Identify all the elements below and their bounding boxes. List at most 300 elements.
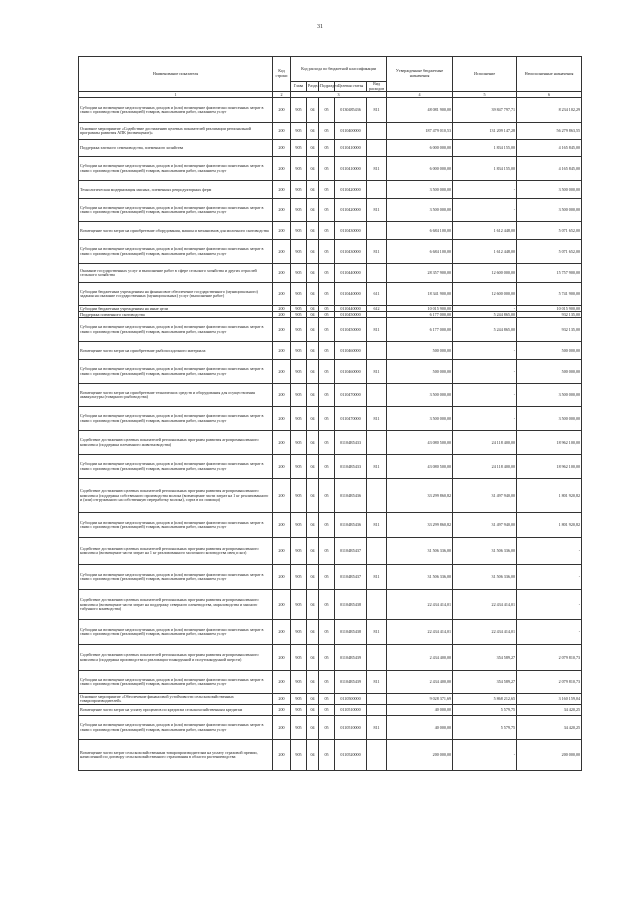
row-podrazdel: 05 [319, 565, 335, 590]
row-target: 01104R5439 [335, 645, 367, 671]
table-row [79, 740, 582, 771]
row-razdel: 04 [307, 140, 319, 157]
row-line-code: 200 [273, 318, 291, 342]
row-target: 0110410000 [335, 157, 367, 181]
row-podrazdel: 05 [319, 222, 335, 240]
table-row [79, 384, 582, 407]
row-line-code: 200 [273, 513, 291, 538]
row-approved: 40 000,00 [387, 705, 453, 716]
row-name: Возмещение части затрат на уплату процентов по кредитам сельскохозяйственным кредитам [79, 705, 273, 716]
row-podrazdel: 05 [319, 716, 335, 740]
row-name: Субсидии на возмещение недополученных доходов и (или) возмещение фактически понесенных затрат в связи с производством (реализацией) товаров, выполнением работ, оказанием услуг [79, 565, 273, 590]
row-podrazdel: 05 [319, 283, 335, 306]
row-approved: 187 479 010,53 [387, 123, 453, 140]
row-podrazdel: 05 [319, 694, 335, 705]
row-glava: 905 [291, 140, 307, 157]
row-name: Субсидии на возмещение недополученных доходов и (или) возмещение фактически понесенных затрат в связи с производством (реализацией) товаров, выполнением работ, оказанием услуг [79, 455, 273, 479]
row-razdel: 04 [307, 222, 319, 240]
table-row [79, 342, 582, 360]
row-executed: 5 579,75 [453, 716, 517, 740]
row-target: 0110440000 [335, 264, 367, 283]
row-target: 01104R5438 [335, 620, 367, 645]
row-glava: 905 [291, 671, 307, 694]
row-name: Содействие достижению целевых показателей региональных программ развития агропромышленного комплекса (возмещение части затрат на 1 кг реализованного молочного козоводства овец и коз) [79, 538, 273, 565]
row-glava: 905 [291, 590, 307, 620]
row-name: Субсидии бюджетным учреждениям на финансовое обеспечение государственного (муниципального) задания на оказание государственных (муниципальных) услуг (выполнение работ) [79, 283, 273, 306]
row-line-code: 200 [273, 283, 291, 306]
row-line-code: 200 [273, 407, 291, 431]
row-line-code: 200 [273, 590, 291, 620]
row-razdel: 04 [307, 264, 319, 283]
row-target: 01104R5433 [335, 455, 367, 479]
row-unexecuted: 3 500 000,00 [517, 181, 582, 199]
row-unexecuted: 8 234 102,29 [517, 98, 582, 123]
row-target: 0110470000 [335, 407, 367, 431]
row-name: Субсидии на возмещение недополученных доходов и (или) возмещение фактически понесенных затрат в связи с производством (реализацией) товаров, выполнением работ, оказанием услуг [79, 407, 273, 431]
row-podrazdel: 05 [319, 590, 335, 620]
row-approved: 48 081 900,00 [387, 98, 453, 123]
row-glava: 905 [291, 157, 307, 181]
row-name: Субсидии на возмещение недополученных доходов и (или) возмещение фактически понесенных затрат в связи с производством (реализацией) товаров, выполнением работ, оказанием услуг [79, 240, 273, 264]
row-expense-type: 811 [367, 620, 387, 645]
row-approved: 6 684 100,00 [387, 240, 453, 264]
row-approved: 33 299 860,82 [387, 513, 453, 538]
row-expense-type [367, 694, 387, 705]
row-approved: 43 080 500,00 [387, 431, 453, 455]
row-glava: 905 [291, 455, 307, 479]
row-approved: 3 500 000,00 [387, 384, 453, 407]
row-line-code: 200 [273, 181, 291, 199]
row-line-code: 200 [273, 645, 291, 671]
header-razdel: Раздел [307, 82, 319, 92]
row-podrazdel: 05 [319, 264, 335, 283]
row-executed: 354 589,27 [453, 645, 517, 671]
row-expense-type: 611 [367, 283, 387, 306]
row-approved: 3 500 000,00 [387, 181, 453, 199]
row-podrazdel: 05 [319, 306, 335, 312]
row-target: 0110500000 [335, 694, 367, 705]
row-target: 0110440000 [335, 283, 367, 306]
header-expense-type: Вид расходов [367, 82, 387, 92]
row-unexecuted: 5 071 652,00 [517, 240, 582, 264]
row-executed: 31 497 940,00 [453, 479, 517, 513]
row-executed: 131 209 147,28 [453, 123, 517, 140]
row-razdel: 04 [307, 620, 319, 645]
row-executed: 5 868 212,65 [453, 694, 517, 705]
row-unexecuted: 2 079 810,73 [517, 671, 582, 694]
row-unexecuted: 56 279 863,55 [517, 123, 582, 140]
row-expense-type: 811 [367, 455, 387, 479]
row-approved: 6 177 000,00 [387, 318, 453, 342]
row-unexecuted: 34 420,25 [517, 716, 582, 740]
table-row [79, 620, 582, 645]
row-unexecuted: 3 500 000,00 [517, 199, 582, 222]
row-target: 01104R5439 [335, 671, 367, 694]
row-razdel: 04 [307, 479, 319, 513]
row-podrazdel: 05 [319, 360, 335, 384]
row-expense-type: 612 [367, 306, 387, 312]
row-executed: 12 600 000,00 [453, 264, 517, 283]
row-target: 0110430000 [335, 240, 367, 264]
row-unexecuted: - [517, 620, 582, 645]
row-line-code: 200 [273, 140, 291, 157]
row-line-code: 200 [273, 264, 291, 283]
table-row [79, 123, 582, 140]
row-unexecuted: 1 801 920,82 [517, 513, 582, 538]
row-target: 0110440000 [335, 306, 367, 312]
row-target: 0110410000 [335, 140, 367, 157]
row-expense-type: 811 [367, 199, 387, 222]
row-podrazdel: 05 [319, 620, 335, 645]
table-row [79, 98, 582, 123]
table-row [79, 407, 582, 431]
row-glava: 905 [291, 479, 307, 513]
row-line-code: 200 [273, 740, 291, 771]
row-executed: 24 118 400,00 [453, 455, 517, 479]
row-executed: 24 118 400,00 [453, 431, 517, 455]
row-name: Субсидии на возмещение недополученных доходов и (или) возмещение фактически понесенных затрат в связи с производством (реализацией) товаров, выполнением работ, оказанием услуг [79, 199, 273, 222]
table-row [79, 716, 582, 740]
row-podrazdel: 05 [319, 157, 335, 181]
row-line-code: 200 [273, 360, 291, 384]
row-glava: 905 [291, 283, 307, 306]
row-unexecuted: 34 420,25 [517, 705, 582, 716]
row-glava: 905 [291, 565, 307, 590]
row-razdel: 04 [307, 123, 319, 140]
row-unexecuted: 3 500 000,00 [517, 384, 582, 407]
row-name: Возмещение части затрат сельскохозяйственным товаропроизводителям на уплату страховой премии, начисленной по договору сельскохозяйственного страхования в области растениеводства [79, 740, 273, 771]
row-line-code: 200 [273, 240, 291, 264]
row-line-code: 200 [273, 694, 291, 705]
row-expense-type [367, 705, 387, 716]
row-unexecuted: 4 165 845,00 [517, 157, 582, 181]
row-glava: 905 [291, 360, 307, 384]
row-glava: 905 [291, 645, 307, 671]
row-approved: 31 506 336,00 [387, 565, 453, 590]
row-razdel: 04 [307, 645, 319, 671]
table-row [79, 455, 582, 479]
row-approved: 43 080 500,00 [387, 455, 453, 479]
row-podrazdel: 05 [319, 199, 335, 222]
row-podrazdel: 05 [319, 407, 335, 431]
row-expense-type [367, 384, 387, 407]
row-podrazdel: 05 [319, 240, 335, 264]
row-unexecuted: - [517, 565, 582, 590]
row-glava: 905 [291, 98, 307, 123]
row-expense-type [367, 123, 387, 140]
row-expense-type: 811 [367, 157, 387, 181]
row-glava: 905 [291, 123, 307, 140]
row-line-code: 200 [273, 620, 291, 645]
row-name: Субсидии бюджетным учреждениям на иные цели [79, 306, 273, 312]
table-row [79, 538, 582, 565]
row-executed: 1 834 155,00 [453, 140, 517, 157]
row-executed: 39 847 797,71 [453, 98, 517, 123]
row-approved: 18 341 900,00 [387, 283, 453, 306]
row-podrazdel: 05 [319, 181, 335, 199]
row-target: 0110510000 [335, 716, 367, 740]
column-index: 3 [291, 92, 387, 98]
row-executed: - [453, 342, 517, 360]
row-target: 01104R5437 [335, 538, 367, 565]
row-glava: 905 [291, 181, 307, 199]
table-row [79, 694, 582, 705]
row-expense-type [367, 538, 387, 565]
row-expense-type [367, 140, 387, 157]
row-podrazdel: 05 [319, 513, 335, 538]
row-unexecuted: 15 757 900,00 [517, 264, 582, 283]
row-podrazdel: 05 [319, 671, 335, 694]
row-glava: 905 [291, 694, 307, 705]
row-line-code: 200 [273, 671, 291, 694]
row-line-code: 200 [273, 312, 291, 318]
row-razdel: 04 [307, 565, 319, 590]
row-razdel: 04 [307, 538, 319, 565]
row-razdel: 04 [307, 384, 319, 407]
header-podrazdel: Подраздел [319, 82, 335, 92]
row-razdel: 04 [307, 705, 319, 716]
row-glava: 905 [291, 384, 307, 407]
row-razdel: 04 [307, 98, 319, 123]
row-name: Содействие достижению целевых показателей региональных программ развития агропромышленного комплекса (поддержка производства и реализации тонкорунной и полутонкорунной шерсти) [79, 645, 273, 671]
row-glava: 905 [291, 538, 307, 565]
row-unexecuted: - [517, 538, 582, 565]
row-executed: 5 244 865,00 [453, 312, 517, 318]
table-row [79, 240, 582, 264]
row-approved: 6 000 000,00 [387, 157, 453, 181]
row-name: Субсидии на возмещение недополученных доходов и (или) возмещение фактически понесенных затрат в связи с производством (реализацией) товаров, выполнением работ, оказанием услуг [79, 716, 273, 740]
row-name: Субсидии на возмещение недополученных доходов и (или) возмещение фактически понесенных затрат в связи с производством (реализацией) товаров, выполнением работ, оказанием услуг [79, 98, 273, 123]
column-index: 1 [79, 92, 273, 98]
row-name: Возмещение части затрат на приобретение рыбопосадочного материала [79, 342, 273, 360]
table-row [79, 645, 582, 671]
row-expense-type: 811 [367, 407, 387, 431]
table-row [79, 705, 582, 716]
row-name: Содействие достижению целевых показателей региональных программ развития агропромышленного комплекса (поддержка племенного животноводства) [79, 431, 273, 455]
row-executed: 1 612 448,00 [453, 222, 517, 240]
row-razdel: 04 [307, 342, 319, 360]
row-glava: 905 [291, 306, 307, 312]
row-glava: 905 [291, 240, 307, 264]
row-name: Субсидии на возмещение недополученных доходов и (или) возмещение фактически понесенных затрат в связи с производством (реализацией) товаров, выполнением работ, оказанием услуг [79, 513, 273, 538]
row-expense-type [367, 740, 387, 771]
row-executed: 12 600 000,00 [453, 283, 517, 306]
table-row [79, 431, 582, 455]
row-line-code: 200 [273, 479, 291, 513]
row-razdel: 04 [307, 740, 319, 771]
row-expense-type [367, 264, 387, 283]
row-target: 0110450000 [335, 318, 367, 342]
row-glava: 905 [291, 342, 307, 360]
row-line-code: 200 [273, 222, 291, 240]
row-razdel: 04 [307, 360, 319, 384]
row-target: 01104R5438 [335, 590, 367, 620]
row-expense-type [367, 590, 387, 620]
header-name: Наименование показателя [79, 57, 273, 92]
row-executed: - [453, 407, 517, 431]
row-glava: 905 [291, 513, 307, 538]
row-executed: - [453, 199, 517, 222]
row-glava: 905 [291, 222, 307, 240]
row-unexecuted: 3 500 000,00 [517, 407, 582, 431]
row-expense-type [367, 431, 387, 455]
row-unexecuted: - [517, 590, 582, 620]
row-expense-type: 811 [367, 513, 387, 538]
table-row [79, 140, 582, 157]
budget-execution-table [78, 56, 582, 771]
header-approved: Утвержденные бюджетные назначения [387, 57, 453, 92]
page-number: 31 [317, 24, 323, 30]
row-executed: 5 244 865,00 [453, 318, 517, 342]
header-target: Целевая статья [335, 82, 367, 92]
row-podrazdel: 05 [319, 140, 335, 157]
row-expense-type: 811 [367, 716, 387, 740]
row-unexecuted: 3 160 159,04 [517, 694, 582, 705]
row-expense-type: 811 [367, 318, 387, 342]
row-expense-type: 811 [367, 98, 387, 123]
row-name: Основное мероприятие «Обеспечение финансовой устойчивости сельскохозяйственных товаропроизводителей» [79, 694, 273, 705]
row-name: Содействие достижению целевых показателей региональных программ развития агропромышленного комплекса (возмещение части затрат на поддержку северного оленеводства, мараловодства и мясного табунного коневодства) [79, 590, 273, 620]
row-target: 01104R5437 [335, 565, 367, 590]
row-executed: - [453, 360, 517, 384]
row-glava: 905 [291, 740, 307, 771]
row-target: 0110460000 [335, 342, 367, 360]
row-razdel: 04 [307, 306, 319, 312]
row-name: Основное мероприятие «Содействие достижению целевых показателей реализации региональной программы развития АПК (возмещение)» [79, 123, 273, 140]
row-approved: 10 015 900,00 [387, 306, 453, 312]
row-razdel: 04 [307, 318, 319, 342]
row-executed: 354 589,27 [453, 671, 517, 694]
table-body [79, 98, 582, 771]
row-target: 01104R5436 [335, 479, 367, 513]
table-row [79, 360, 582, 384]
row-razdel: 04 [307, 513, 319, 538]
row-name: Субсидии на возмещение недополученных доходов и (или) возмещение фактически понесенных затрат в связи с производством (реализацией) товаров, выполнением работ, оказанием услуг [79, 620, 273, 645]
row-name: Субсидии на возмещение недополученных доходов и (или) возмещение фактически понесенных затрат в связи с производством (реализацией) товаров, выполнением работ, оказанием услуг [79, 671, 273, 694]
row-expense-type [367, 645, 387, 671]
row-unexecuted: 5 741 900,00 [517, 283, 582, 306]
row-approved: 2 434 400,00 [387, 671, 453, 694]
row-unexecuted: 500 000,00 [517, 342, 582, 360]
row-line-code: 200 [273, 455, 291, 479]
row-line-code: 200 [273, 538, 291, 565]
row-podrazdel: 05 [319, 740, 335, 771]
row-razdel: 04 [307, 240, 319, 264]
row-razdel: 04 [307, 590, 319, 620]
row-unexecuted: 2 079 810,73 [517, 645, 582, 671]
row-razdel: 04 [307, 181, 319, 199]
row-target: 0110450000 [335, 312, 367, 318]
row-glava: 905 [291, 312, 307, 318]
row-approved: 6 000 000,00 [387, 140, 453, 157]
row-approved: 22 434 414,01 [387, 620, 453, 645]
row-approved: 33 299 860,82 [387, 479, 453, 513]
table-row [79, 264, 582, 283]
row-name: Поддержка племенного скотоводства [79, 312, 273, 318]
row-razdel: 04 [307, 694, 319, 705]
table-row [79, 479, 582, 513]
row-executed: 22 434 414,01 [453, 590, 517, 620]
row-approved: 31 506 336,00 [387, 538, 453, 565]
row-executed: 1 612 448,00 [453, 240, 517, 264]
row-approved: 22 434 414,01 [387, 590, 453, 620]
row-expense-type [367, 222, 387, 240]
row-target: 0110420000 [335, 199, 367, 222]
header-executed: Исполнение [453, 57, 517, 92]
column-index: 5 [453, 92, 517, 98]
row-unexecuted: 932 135,00 [517, 312, 582, 318]
row-expense-type [367, 181, 387, 199]
row-unexecuted: 932 135,00 [517, 318, 582, 342]
row-target: 0110470000 [335, 384, 367, 407]
row-glava: 905 [291, 199, 307, 222]
row-glava: 905 [291, 318, 307, 342]
row-razdel: 04 [307, 671, 319, 694]
row-name: Оказание государственных услуг и выполнение работ в сфере сельского хозяйства и других отраслей сельского хозяйства [79, 264, 273, 283]
row-executed: 1 834 155,00 [453, 157, 517, 181]
header-glava: Глава [291, 82, 307, 92]
row-podrazdel: 05 [319, 98, 335, 123]
row-unexecuted: 1 801 920,82 [517, 479, 582, 513]
row-executed: 5 579,75 [453, 705, 517, 716]
table-row [79, 318, 582, 342]
row-podrazdel: 05 [319, 455, 335, 479]
row-razdel: 04 [307, 716, 319, 740]
header-unexecuted: Неисполненные назначения [517, 57, 582, 92]
row-razdel: 04 [307, 199, 319, 222]
row-unexecuted: 5 071 652,00 [517, 222, 582, 240]
row-executed: 31 506 336,00 [453, 538, 517, 565]
row-glava: 905 [291, 705, 307, 716]
row-target: 01104R5436 [335, 513, 367, 538]
column-index: 6 [517, 92, 582, 98]
row-podrazdel: 05 [319, 318, 335, 342]
row-approved: 6 177 000,00 [387, 312, 453, 318]
row-target: 0110430000 [335, 222, 367, 240]
table-row [79, 513, 582, 538]
row-podrazdel: 05 [319, 123, 335, 140]
row-approved: 3 500 000,00 [387, 407, 453, 431]
row-glava: 905 [291, 431, 307, 455]
row-unexecuted: 500 000,00 [517, 360, 582, 384]
row-executed: - [453, 740, 517, 771]
column-index: 4 [387, 92, 453, 98]
row-executed: 31 506 336,00 [453, 565, 517, 590]
row-approved: 9 028 371,69 [387, 694, 453, 705]
row-approved: 2 434 400,00 [387, 645, 453, 671]
row-razdel: 04 [307, 407, 319, 431]
row-glava: 905 [291, 407, 307, 431]
row-approved: 28 357 900,00 [387, 264, 453, 283]
row-name: Субсидии на возмещение недополученных доходов и (или) возмещение фактически понесенных затрат в связи с производством (реализацией) товаров, выполнением работ, оказанием услуг [79, 318, 273, 342]
row-unexecuted: 18 962 100,00 [517, 431, 582, 455]
row-razdel: 04 [307, 431, 319, 455]
row-podrazdel: 05 [319, 479, 335, 513]
row-razdel: 04 [307, 455, 319, 479]
row-line-code: 200 [273, 123, 291, 140]
header-budget-code-group: Код расхода по бюджетной классификации [291, 57, 387, 82]
row-line-code: 200 [273, 98, 291, 123]
row-unexecuted: 18 962 100,00 [517, 455, 582, 479]
table-row [79, 671, 582, 694]
row-glava: 905 [291, 264, 307, 283]
row-line-code: 200 [273, 565, 291, 590]
row-executed: - [453, 306, 517, 312]
row-line-code: 200 [273, 342, 291, 360]
row-glava: 905 [291, 716, 307, 740]
row-podrazdel: 05 [319, 705, 335, 716]
row-expense-type: 811 [367, 565, 387, 590]
